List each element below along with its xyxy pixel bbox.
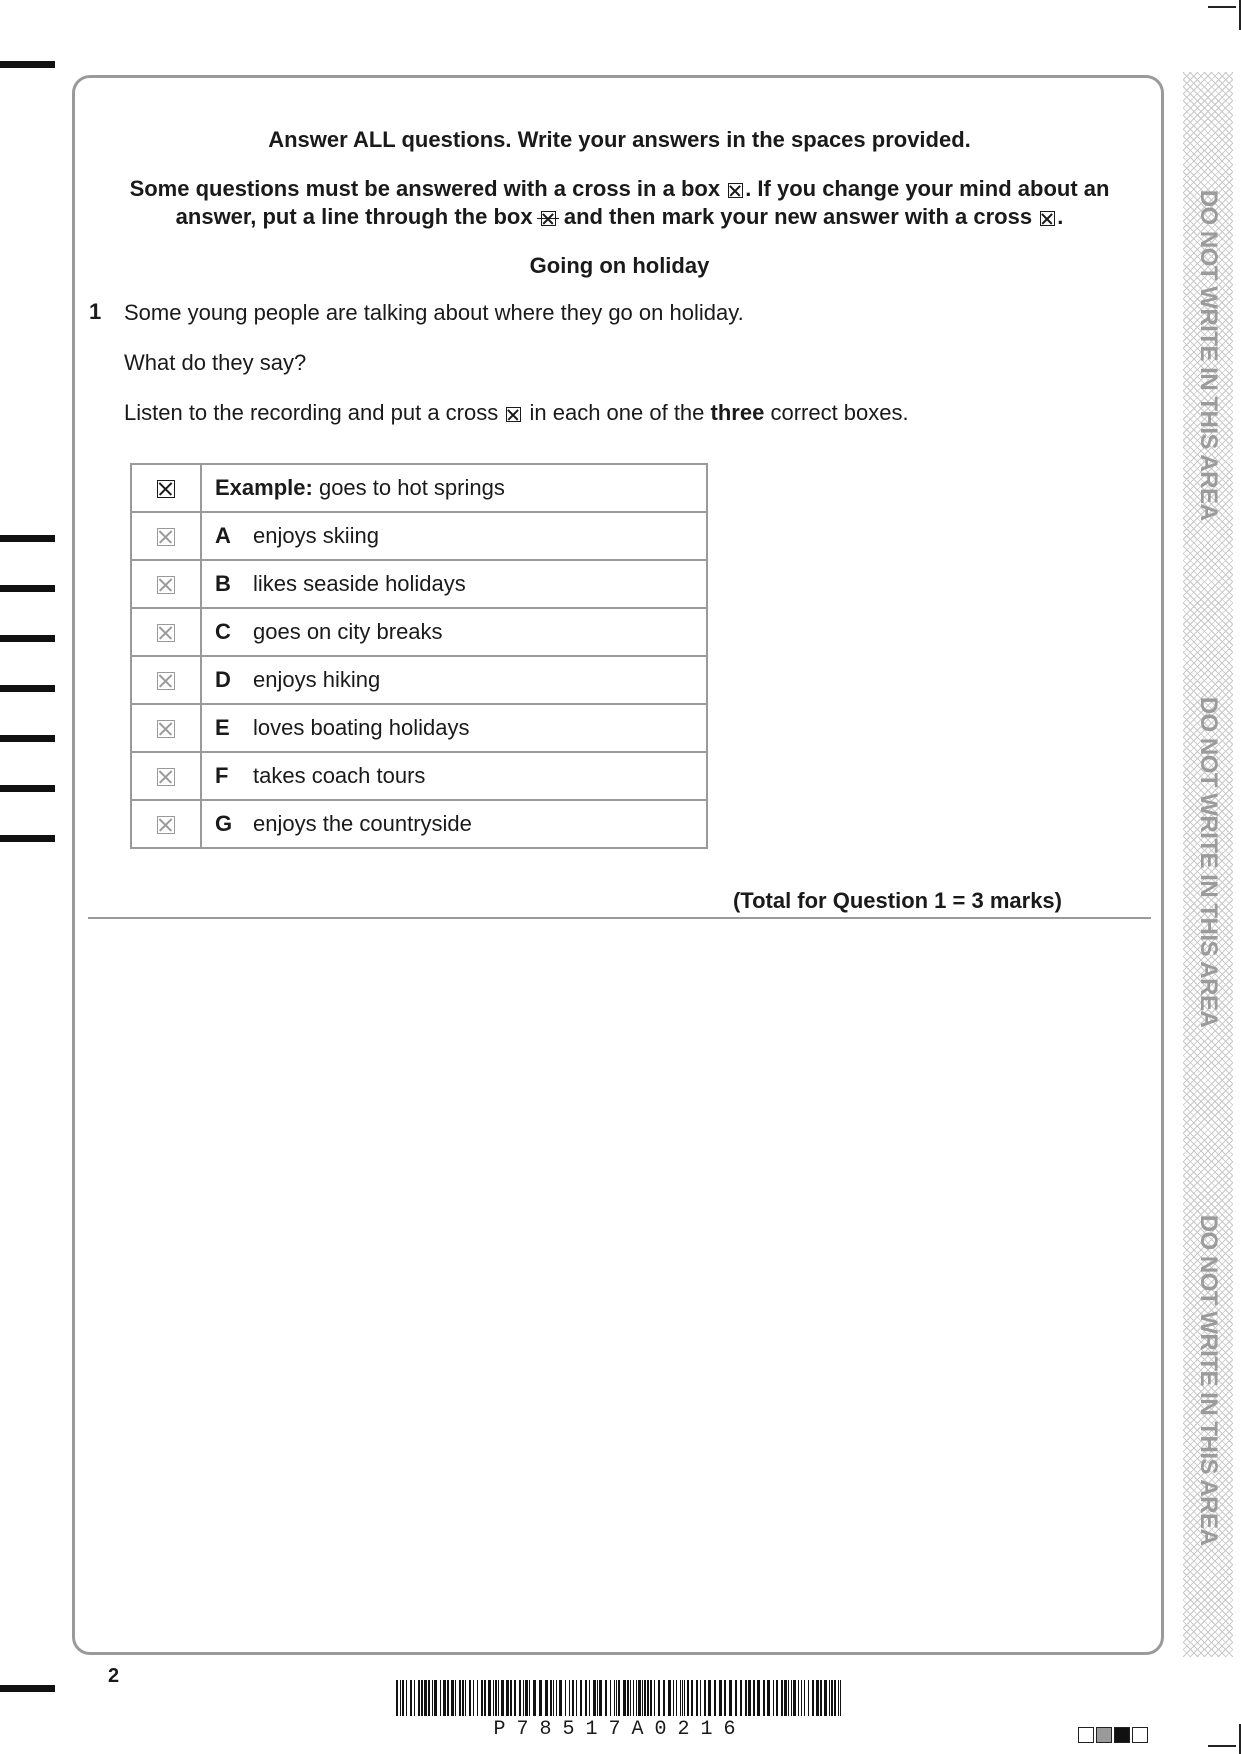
timing-mark (0, 685, 55, 692)
divider (88, 917, 1151, 919)
option-text: enjoys the countryside (253, 811, 472, 836)
option-text: likes seaside holidays (253, 571, 466, 596)
option-text: loves boating holidays (253, 715, 470, 740)
page-marker (1114, 1727, 1130, 1743)
option-letter: C (215, 619, 231, 644)
page-marker (1078, 1727, 1094, 1743)
option-letter: E (215, 715, 230, 740)
cross-box-icon (1040, 211, 1055, 226)
option-row (131, 800, 707, 848)
question-instruction: Listen to the recording and put a cross in each one of the three correct boxes. (124, 400, 909, 425)
option-text: goes on city breaks (253, 619, 443, 644)
timing-mark (0, 585, 55, 592)
option-row (131, 704, 707, 752)
cross-box-icon (728, 183, 743, 198)
instructions-line2: Some questions must be answered with a cross in a box . If you change your mind about an answer, put a line through the box and then mark your new answer with a cross . (129, 176, 1110, 229)
page-marker (1132, 1727, 1148, 1743)
question-prompt: What do they say? (124, 350, 307, 375)
option-text: takes coach tours (253, 763, 426, 788)
crop-mark (1208, 6, 1236, 8)
option-checkbox[interactable] (157, 768, 175, 786)
example-checked-box (157, 480, 175, 498)
section-title: Going on holiday (529, 253, 710, 278)
option-letter: D (215, 667, 231, 692)
question-intro: Some young people are talking about where they go on holiday. (124, 300, 744, 325)
timing-mark (0, 535, 55, 542)
option-letter: F (215, 763, 229, 788)
crop-mark (1208, 1745, 1236, 1747)
example-row: Example: goes to hot springs (131, 464, 707, 512)
barcode-text: P78517A0216 (493, 1718, 747, 1741)
timing-mark (0, 635, 55, 642)
option-checkbox[interactable] (157, 576, 175, 594)
question-total: (Total for Question 1 = 3 marks) (732, 888, 1062, 913)
page-marker (1096, 1727, 1112, 1743)
cross-box-icon (506, 407, 521, 422)
timing-mark (0, 835, 55, 842)
option-checkbox[interactable] (157, 528, 175, 546)
timing-mark (0, 735, 55, 742)
option-checkbox[interactable] (157, 720, 175, 738)
option-text: enjoys skiing (253, 523, 379, 548)
timing-mark (0, 785, 55, 792)
page-number: 2 (108, 1665, 120, 1687)
option-row (131, 608, 707, 656)
option-row (131, 512, 707, 560)
option-checkbox[interactable] (157, 816, 175, 834)
option-checkbox[interactable] (157, 624, 175, 642)
options-table (130, 463, 708, 849)
option-checkbox[interactable] (157, 672, 175, 690)
option-letter: B (215, 571, 231, 596)
option-row (131, 656, 707, 704)
option-letter: A (215, 523, 231, 548)
question-number: 1 (89, 299, 102, 324)
option-text: enjoys hiking (253, 667, 381, 692)
option-row (131, 752, 707, 800)
option-letter: G (215, 811, 233, 836)
timing-mark (0, 1685, 55, 1692)
timing-mark (0, 61, 55, 68)
instructions-line1: Answer ALL questions. Write your answers in the spaces provided. (268, 127, 971, 152)
struck-cross-box-icon (541, 211, 556, 226)
barcode (394, 1680, 846, 1716)
option-row (131, 560, 707, 608)
